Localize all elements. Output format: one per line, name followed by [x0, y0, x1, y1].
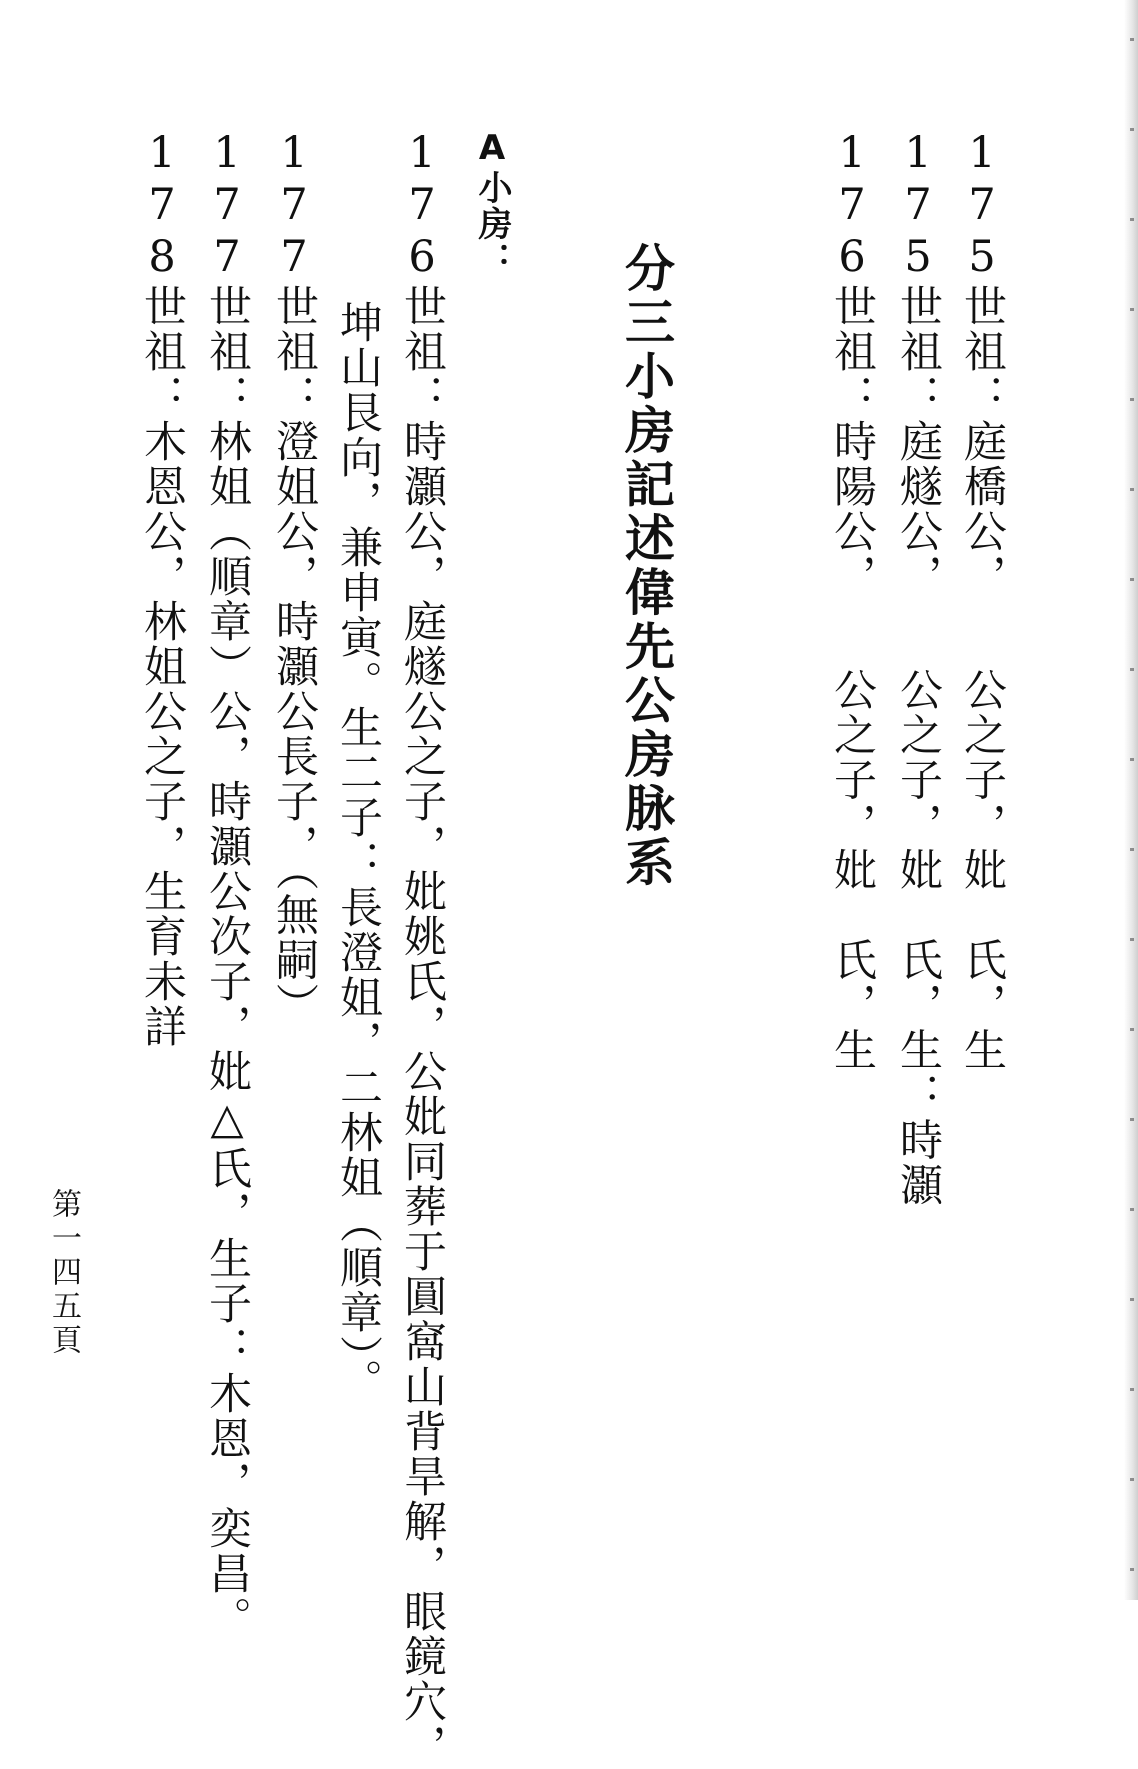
genealogy-line-burial-continuation: 坤山艮向，兼申寅。生二子：長澄姐，二林姐（順章）。	[333, 300, 383, 1404]
genealogy-line-178-muen: 178世祖：木恩公，林姐公之子，生育未詳	[137, 128, 187, 1049]
genealogy-line-175-tingqiao: 175世祖：庭橋公， 公之子，妣 氏，生	[957, 128, 1007, 1073]
genealogy-line-176-shiyang: 176世祖：時陽公， 公之子，妣 氏，生	[827, 128, 877, 1073]
page-number: 第一四五頁	[46, 1188, 81, 1358]
subheading-a-xiaofang: A小房：	[472, 128, 512, 278]
page-title: 分三小房記述偉先公房脉系	[617, 242, 675, 890]
genealogy-line-177-chengjie: 177世祖：澄姐公，時灝公長子，（無嗣）	[269, 128, 319, 1028]
scan-edge-specks	[1130, 0, 1134, 1600]
genealogy-line-175-tingsui: 175世祖：庭燧公， 公之子，妣 氏，生：時灝	[893, 128, 943, 1208]
genealogy-line-177-linjie: 177世祖：林姐（順章）公，時灝公次子，妣△氏，生子：木恩，奕昌。	[202, 128, 252, 1641]
genealogy-line-176-shihao: 176世祖：時灝公，庭燧公之子，妣姚氏，公妣同葬于圓窩山背旱解，眼鏡穴，	[397, 128, 447, 1769]
